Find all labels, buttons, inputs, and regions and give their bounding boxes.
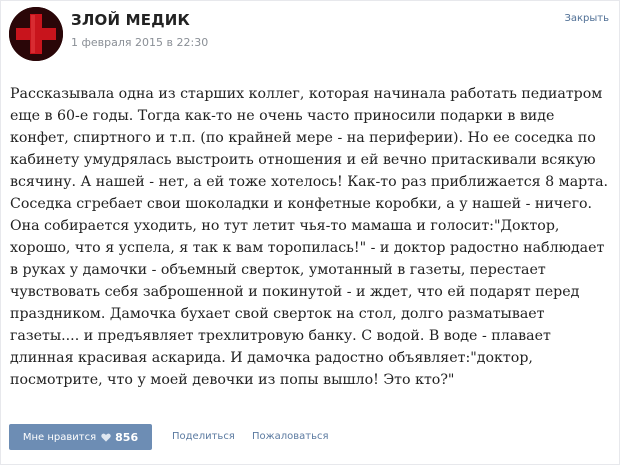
post-date[interactable]: 1 февраля 2015 в 22:30 (71, 36, 209, 49)
close-button[interactable]: Закрыть (564, 13, 609, 24)
post-text: Рассказывала одна из старших коллег, которая начинала работать педиатром еще в 60-е годы. Тогда как-то не очень часто приносили подарки в виде конфет, спиртного и т.п. (по крайней мере - на периферии). Но ее соседка по кабинету умудрялась выстроить отношения и ей вечно притаскивали всякую всячину. А нашей - нет, а ей тоже хотелось! Как-то раз приближается 8 марта. Соседка сгребает свои шоколадки и конфетные коробки, а у нашей - ничего. Она собирается уходить, но тут летит чья-то мамаша и голосит:"Доктор, хорошо, что я успела, я так к вам торопилась!" - и доктор радостно наблюдает в руках у дамочки - объемный сверток, умотанный в газеты, перестает чувствовать себя заброшенной и покинутой - и ждет, что ей подарят перед праздником. Дамочка бухает свой сверток на стол, долго разматывает газеты.... и предъявляет трехлитровую банку. С водой. В воде - плавает длинная красивая аскарида. И дамочка радостно объявляет:"доктор, посмотрите, что у моей девочки из попы вышло! Это кто?" (10, 86, 609, 388)
report-link[interactable]: Пожаловаться (252, 431, 329, 442)
avatar[interactable] (9, 7, 63, 61)
red-cross-icon (9, 7, 63, 61)
heart-icon (101, 433, 111, 442)
like-count: 856 (115, 430, 139, 444)
like-label: Мне нравится (22, 431, 97, 443)
author-name[interactable]: ЗЛОЙ МЕДИК (71, 11, 190, 29)
share-link[interactable]: Поделиться (172, 431, 235, 442)
like-button[interactable] (9, 424, 152, 450)
